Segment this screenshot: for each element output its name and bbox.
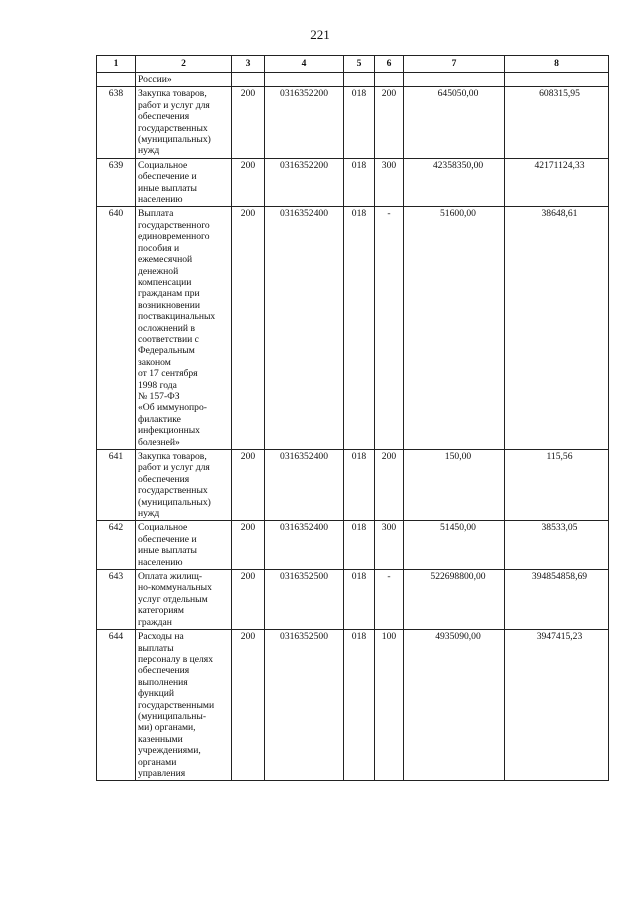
table-body <box>97 73 609 781</box>
budget-table <box>96 55 609 781</box>
expense-type-cell: 100 <box>375 630 404 781</box>
table-row <box>97 73 609 87</box>
executed-amount-cell: 38648,61 <box>505 207 609 450</box>
target-article-cell: 0316352400 <box>265 207 344 450</box>
expense-type-cell: - <box>375 570 404 630</box>
code-cell: 200 <box>232 158 265 207</box>
target-article-cell: 0316352400 <box>265 450 344 521</box>
table-row <box>97 630 609 781</box>
table-row <box>97 158 609 207</box>
executed-amount-cell: 115,56 <box>505 450 609 521</box>
table-row <box>97 207 609 450</box>
column-header: 8 <box>505 56 609 73</box>
description-cell: Оплата жилищ- но-коммунальных услуг отдельным категориям граждан <box>136 570 232 630</box>
page-number: 221 <box>310 27 330 42</box>
description-cell: Расходы на выплаты персоналу в целях обеспечения выполнения функций государственными (муниципальны- ми) органами, казенными учреждениями, органами управления <box>136 630 232 781</box>
code-cell: 200 <box>232 521 265 570</box>
grbs-cell: 018 <box>344 87 375 158</box>
code-cell: 200 <box>232 450 265 521</box>
grbs-cell: 018 <box>344 521 375 570</box>
table-row <box>97 521 609 570</box>
approved-amount-cell: 42358350,00 <box>404 158 505 207</box>
expense-type-cell: 300 <box>375 158 404 207</box>
expense-type-cell: 200 <box>375 450 404 521</box>
grbs-cell: 018 <box>344 207 375 450</box>
description-cell: Социальное обеспечение и иные выплаты населению <box>136 158 232 207</box>
column-header: 4 <box>265 56 344 73</box>
grbs-cell: 018 <box>344 630 375 781</box>
approved-amount-cell: 51600,00 <box>404 207 505 450</box>
table-row <box>97 570 609 630</box>
table-row <box>97 87 609 158</box>
description-cell: Закупка товаров, работ и услуг для обеспечения государственных (муниципальных) нужд <box>136 87 232 158</box>
executed-amount-cell: 394854858,69 <box>505 570 609 630</box>
approved-amount-cell: 4935090,00 <box>404 630 505 781</box>
executed-amount-cell: 3947415,23 <box>505 630 609 781</box>
target-article-cell: 0316352500 <box>265 630 344 781</box>
column-header: 2 <box>136 56 232 73</box>
grbs-cell: 018 <box>344 570 375 630</box>
executed-amount-cell: 38533,05 <box>505 521 609 570</box>
table-header-row <box>97 56 609 73</box>
table-row <box>97 450 609 521</box>
description-cell: Социальное обеспечение и иные выплаты населению <box>136 521 232 570</box>
target-article-cell <box>265 73 344 87</box>
row-number-cell: 642 <box>97 521 136 570</box>
target-article-cell: 0316352200 <box>265 158 344 207</box>
column-header: 5 <box>344 56 375 73</box>
column-header: 3 <box>232 56 265 73</box>
approved-amount-cell: 150,00 <box>404 450 505 521</box>
grbs-cell: 018 <box>344 450 375 521</box>
approved-amount-cell: 51450,00 <box>404 521 505 570</box>
description-cell: Выплата государственного единовременного пособия и ежемесячной денежной компенсации гражданам при возникновении поствакцинальных осложнений в соответствии с Федеральным законом от 17 сентября 1998 года № 157-ФЗ «Об иммунопро- филактике инфекционных болезней» <box>136 207 232 450</box>
code-cell: 200 <box>232 630 265 781</box>
target-article-cell: 0316352500 <box>265 570 344 630</box>
row-number-cell: 639 <box>97 158 136 207</box>
expense-type-cell <box>375 73 404 87</box>
expense-type-cell: 200 <box>375 87 404 158</box>
executed-amount-cell <box>505 73 609 87</box>
grbs-cell: 018 <box>344 158 375 207</box>
row-number-cell <box>97 73 136 87</box>
column-header: 6 <box>375 56 404 73</box>
code-cell: 200 <box>232 207 265 450</box>
executed-amount-cell: 42171124,33 <box>505 158 609 207</box>
expense-type-cell: - <box>375 207 404 450</box>
row-number-cell: 644 <box>97 630 136 781</box>
expense-type-cell: 300 <box>375 521 404 570</box>
code-cell <box>232 73 265 87</box>
description-cell: Закупка товаров, работ и услуг для обеспечения государственных (муниципальных) нужд <box>136 450 232 521</box>
column-header: 1 <box>97 56 136 73</box>
column-header: 7 <box>404 56 505 73</box>
executed-amount-cell: 608315,95 <box>505 87 609 158</box>
row-number-cell: 641 <box>97 450 136 521</box>
grbs-cell <box>344 73 375 87</box>
approved-amount-cell: 645050,00 <box>404 87 505 158</box>
row-number-cell: 638 <box>97 87 136 158</box>
approved-amount-cell <box>404 73 505 87</box>
code-cell: 200 <box>232 570 265 630</box>
code-cell: 200 <box>232 87 265 158</box>
row-number-cell: 643 <box>97 570 136 630</box>
description-cell: России» <box>136 73 232 87</box>
approved-amount-cell: 522698800,00 <box>404 570 505 630</box>
target-article-cell: 0316352200 <box>265 87 344 158</box>
target-article-cell: 0316352400 <box>265 521 344 570</box>
row-number-cell: 640 <box>97 207 136 450</box>
